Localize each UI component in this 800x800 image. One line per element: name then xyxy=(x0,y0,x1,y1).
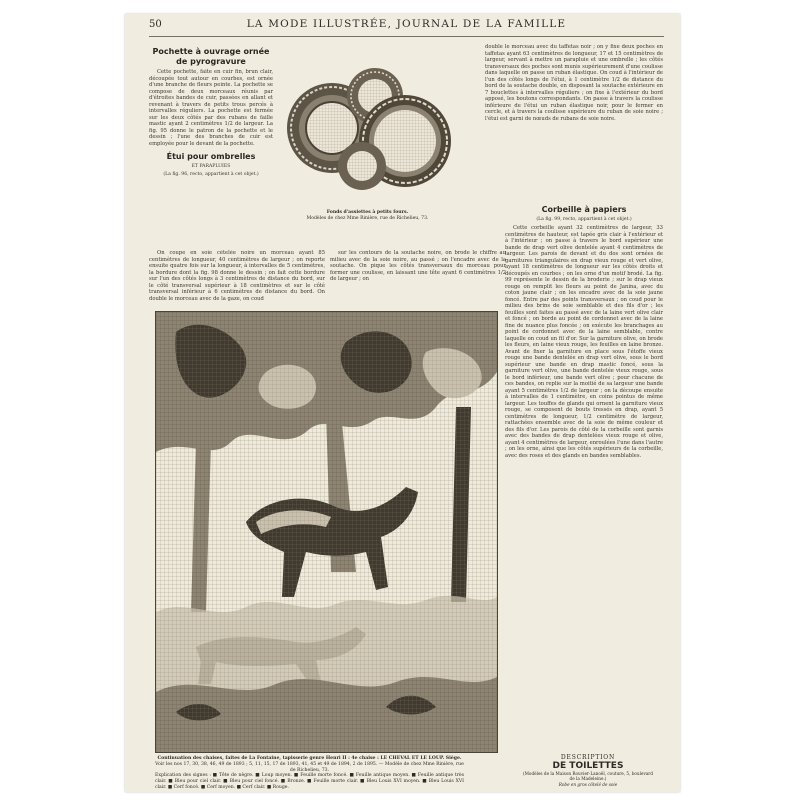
description-source: (Modèles de la Maison Rouvier-Lanoël, couture, 5, boulevard de la Madeleine.) xyxy=(523,771,653,782)
running-header xyxy=(149,18,664,37)
description-heading: DESCRIPTION xyxy=(560,754,616,761)
column-left-lower xyxy=(149,250,325,305)
article-text-corbeille: Cette corbeille ayant 32 centimètres de largeur, 33 centimètres de hauteur, est tapée gris clair à l'extérieur et à l'intérieur ; on passe à travers le bord supérieur une bande de drap vert olive dentelée ayant 4 centimètres de largeur. Les parois de devant et du dos sont ornées de garnitures triangulaires en drap vieux rouge et vert olive, ayant 18 centimètres de longueur sur les côtés droits et découpés en courbes ; on les orne d'un motif brodé. La fig. 99 représente le dessin de la broderie ; sur le drap vieux rouge on remplit les fleurs au point de Janina, avec du coton jaune clair ; on les encadre avec de la soie jaune foncé. Entre par des points transversaux ; on coud pour le milieu des brins de soie semblable et des fils d'or ; les feuilles sont faites au passé avec de la laine vert olive clair et foncé ; on borde au point de cordonnet avec de la laine fine de nuance plus foncée ; on exécute les branchages au point de cordonnet avec de la laine semblable, contre laquelle on coud un fil d'or. Sur la garniture olive, on brode les fleurs, en laine vieux rouge, les feuilles en laine bronze. Avant de fixer la garniture en place sous l'étoffe vieux rouge une bande dentelée en drap vert olive, sous le bord supérieur une bande en drap mastic foncé, sous la garniture vert olive, une bande dentelée vieux rouge, sous le bord inférieur, une bande vert olive ; pour chacune de ces bandes, on replie sur la moitié de sa largeur une bande ayant 5 centimètres 1/2 de largeur ; on la découpe ensuite à intervalles de 1 centimètre, en coins pointus de même largeur. Les touffes de glands qui ornent la garniture vieux rouge, se composent de bouts tressés en drap, ayant 5 centimètres de longueur, 1/2 centimètre de largeur, rattachées ensemble avec de la soie de même couleur et des fils d'or. Les parois de côté de la corbeille sont garnis avec des bandes de drap dentelées vieux rouge et olive, ayant 4 centimètres de largeur, enroulées l'une dans l'autre ; on les orne, ainsi que les côtés supérieurs de la corbeille, avec des roses et des glands en bandes semblables. xyxy=(505,225,663,459)
figure-caption xyxy=(280,210,455,222)
horse-and-wolf-tapestry-grid xyxy=(156,312,497,752)
figure-reference-corbeille: (La fig. 99, recto, appartient à cet objet.) xyxy=(536,217,632,222)
figure-caption-title: Fonds d'assiettes à petits fours. xyxy=(326,210,409,215)
description-subheading: DE TOILETTES xyxy=(552,761,624,771)
lace-doily-bottom xyxy=(338,142,386,190)
journal-title: LA MODE ILLUSTRÉE, JOURNAL DE LA FAMILLE xyxy=(246,18,567,30)
figure-reference-etui: (La fig. 96, recto, appartient à cet objet.) xyxy=(163,172,259,177)
article-text-continued: sur les contours de la soutache noire, on brode le chiffre au milieu avec de la soie noire, au passé ; on l'encadre avec de la soutache. On pique les côtés transversaux du morceau pour former une coulisse, en laissant une tête ayant 6 centimètres 1/2 de largeur ; on xyxy=(330,250,506,282)
doily-illustration xyxy=(280,66,455,209)
tapestry-symbol-legend: Explication des signes : ■ Tête de nègre. ■ Loup moyen. ■ Feuille morte foncé. ■ Feuille antique moyen. ■ Feuille antique très clair. ■ Bleu pour ciel clair. ■ Bleu pour ciel foncé. ■ Bronze. ■ Feuille morte clair. ■ Bleu Louis XVI moyen. ■ Bleu Louis XVI clair. ■ Cerf foncé. ■ Cerf moyen. ■ Cerf clair. ■ Rouge. xyxy=(155,773,464,790)
article-subtitle-etui: ET PARAPLUIES xyxy=(191,164,231,169)
tapestry-caption-title: Continuation des chaises, faites de La Fontaine, tapisserie genre Henri II : 4e chaise : LE CHEVAL ET LE LOUP. Siège. xyxy=(157,756,462,761)
column-right-corbeille xyxy=(505,202,663,750)
journal-page xyxy=(125,14,680,792)
article-text-etui-continued: double le morceau avec du taffetas noir ; on y fixe deux poches en taffetas ayant 63 centimètres de longueur, 17 et 15 centimètres de largeur, servant à mettre un parapluie et une ombrelle ; les côtés transversaux des poches sont munis supérieurement d'une coulisse dans laquelle on passe un ruban élastique. On coud à l'intérieur de l'un des côtés longs de l'étui, à 1 centimètre 1/2 de distance du bord de la soutache double, en disposant la soutache extérieure en 7 bouclettes à intervalles réguliers ; on fixe à l'extérieur du bord apposé, les boutons correspondants. On passe à travers la coulisse inférieure de l'étui un ruban élastique noir, pour le fermer en cercle, et à travers la coulisse supérieure du ruban de soie noire ; l'étui est garni de nœuds de rubans de soie noire. xyxy=(485,44,663,122)
tapestry-caption-references: Voir les nos 17, 30, 38, 46, 49 de 1893 ; 5, 11, 15, 17 de 1893, 41, 45 et 49 de 1894, 2 de 1895. — Modèle de chez Mme Rinière, rue de Richelieu, 73. xyxy=(155,761,464,773)
article-text-etui: On coupe en soie cételée noire un morceau ayant 85 centimètres de longueur, 40 centimètres de largeur ; on reporte ensuite quatre fois sur la longueur, à intervalles de 5 centimètres, la bordure dont la fig. 98 donne le dessin ; on fait cette bordure sur l'un des côtés longs à 3 centimètres de distance du bord, sur le côté transversal supérieur à 18 centimètres et sur le côté transversal inférieur à 6 centimètres de distance du bord. On double le morceau avec de la gaze, on coud xyxy=(149,250,325,302)
description-first-line: Robe en gros côtelé de soie xyxy=(558,781,618,787)
page-number: 50 xyxy=(149,19,162,30)
tapestry-ground-plants xyxy=(156,596,497,752)
article-title-corbeille: Corbeille à papiers xyxy=(541,205,627,214)
article-text-pochette: Cette pochette, faite en cuir fin, brun clair, découpée tout autour en courbes, est ornée d'une branche de fleurs peinte. La pochette se compose de deux morceaux réunis par d'étroites bandes de cuir, passées en allant et revenant à travers de petits trous percés à intervalles réguliers. La pochette est fermée sur les deux côtés par des rubans de faille mastic ayant 2 centimètres 1/2 de largeur. La fig. 95 donne le patron de la pochette et le dessin ; l'une des branches de cuir est employée pour le devant de la pochette. xyxy=(149,69,273,147)
figure-caption-source: Modèles de chez Mme Rinière, rue de Richelieu, 73. xyxy=(306,216,429,221)
column-left-top xyxy=(149,44,273,250)
tapestry-pattern-plate xyxy=(155,311,498,753)
figure-plate-doilies xyxy=(280,66,455,209)
article-title-pochette: Pochette à ouvrage ornée de pyrogravure xyxy=(152,47,270,66)
column-right-top xyxy=(485,44,663,202)
column-middle-lower xyxy=(330,250,506,305)
description-toilettes xyxy=(523,754,653,787)
tapestry-caption xyxy=(155,756,464,791)
article-title-etui: Étui pour ombrelles xyxy=(166,152,256,161)
